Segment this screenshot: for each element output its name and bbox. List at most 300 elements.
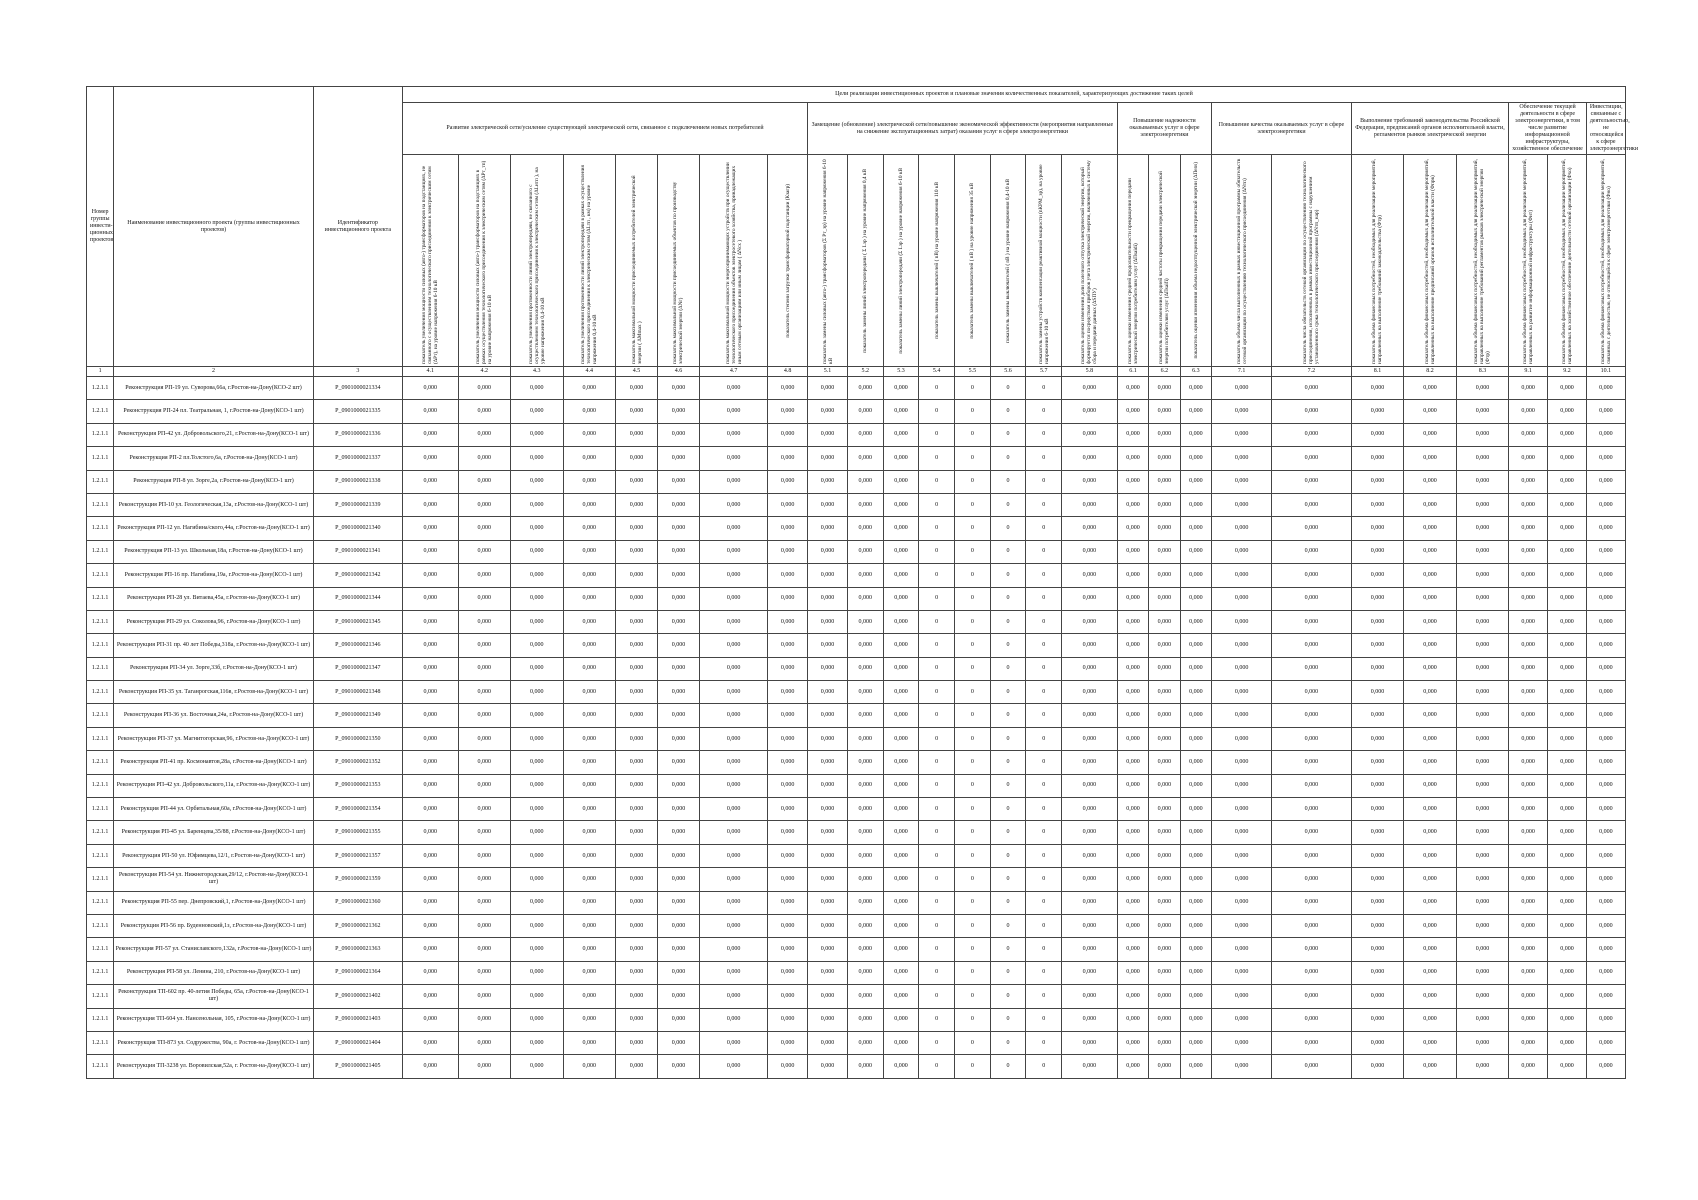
row-value: 0,000 <box>1351 423 1403 446</box>
row-value: 0,000 <box>768 751 808 774</box>
row-value: 0,000 <box>1548 891 1587 914</box>
row-value: 0,000 <box>1548 704 1587 727</box>
row-value: 0,000 <box>808 657 848 680</box>
row-value: 0,000 <box>1062 1055 1118 1078</box>
row-value: 0,000 <box>1404 774 1456 797</box>
row-value: 0,000 <box>1548 985 1587 1008</box>
row-value: 0,000 <box>1404 704 1456 727</box>
row-value: 0,000 <box>402 868 458 891</box>
row-value: 0,000 <box>563 821 615 844</box>
row-value: 0,000 <box>1404 1055 1456 1078</box>
row-value: 0,000 <box>1586 657 1625 680</box>
row-value: 0,000 <box>563 751 615 774</box>
column-header: показатель оценки изменения средней продолжительности прекращения передачи электрической энергии потребителям услуг (ΔПsaidi) <box>1117 155 1148 367</box>
row-value: 0,000 <box>699 727 767 750</box>
row-value: 0,000 <box>1180 540 1211 563</box>
row-value: 0,000 <box>563 727 615 750</box>
row-value: 0 <box>919 844 955 867</box>
row-value: 0,000 <box>1351 681 1403 704</box>
row-value: 0 <box>919 868 955 891</box>
row-value: 0,000 <box>458 774 510 797</box>
row-value: 0,000 <box>458 493 510 516</box>
row-value: 0 <box>955 985 991 1008</box>
row-value: 0,000 <box>511 681 563 704</box>
row-value: 0,000 <box>458 914 510 937</box>
row-value: 0,000 <box>1117 634 1148 657</box>
column-header: показатель оценки изменения объема недоотпущенной электрической энергии (ΔПens) <box>1180 155 1211 367</box>
row-value: 0,000 <box>458 540 510 563</box>
row-value: 0,000 <box>1180 751 1211 774</box>
row-value: 0,000 <box>563 564 615 587</box>
row-value: 0,000 <box>883 587 919 610</box>
row-value: 0,000 <box>1509 447 1548 470</box>
table-row <box>87 517 1626 540</box>
row-value: 0,000 <box>1149 821 1180 844</box>
row-value: 0,000 <box>458 447 510 470</box>
row-value: 0,000 <box>1404 540 1456 563</box>
row-value: 0 <box>1026 961 1062 984</box>
row-value: 0 <box>955 681 991 704</box>
row-group-no: 1.2.1.1 <box>87 610 114 633</box>
row-value: 0,000 <box>511 493 563 516</box>
row-value: 0,000 <box>563 540 615 563</box>
row-value: 0,000 <box>1456 681 1508 704</box>
table-row <box>87 564 1626 587</box>
row-value: 0 <box>1026 493 1062 516</box>
row-value: 0,000 <box>1351 844 1403 867</box>
row-value: 0 <box>1026 798 1062 821</box>
row-group-no: 1.2.1.1 <box>87 377 114 400</box>
table-row <box>87 681 1626 704</box>
row-value: 0,000 <box>563 938 615 961</box>
column-number: 5.1 <box>808 367 848 377</box>
row-value: 0,000 <box>1586 400 1625 423</box>
row-value: 0 <box>919 493 955 516</box>
row-value: 0,000 <box>1404 751 1456 774</box>
row-value: 0,000 <box>1062 423 1118 446</box>
row-project-id: P_0901000021338 <box>313 470 402 493</box>
table-row <box>87 844 1626 867</box>
row-value: 0 <box>990 400 1026 423</box>
row-value: 0,000 <box>1548 844 1587 867</box>
row-value: 0,000 <box>1117 868 1148 891</box>
row-value: 0,000 <box>699 447 767 470</box>
row-value: 0,000 <box>511 821 563 844</box>
row-project-name: Реконструкция РП-57 ул. Станиславского,132а, г.Ростов-на-Дону(КСО-1 шт) <box>114 938 313 961</box>
row-value: 0,000 <box>1586 447 1625 470</box>
row-value: 0 <box>919 400 955 423</box>
row-value: 0 <box>919 914 955 937</box>
row-value: 0,000 <box>563 423 615 446</box>
row-value: 0,000 <box>458 844 510 867</box>
row-value: 0,000 <box>1149 681 1180 704</box>
row-value: 0,000 <box>616 891 658 914</box>
column-header: показатель оценки изменения средней частоты прекращения передачи электрической энергии потребителям услуг (ΔПsaifi) <box>1149 155 1180 367</box>
row-value: 0,000 <box>1404 844 1456 867</box>
row-value: 0,000 <box>883 1055 919 1078</box>
row-value: 0,000 <box>1271 798 1351 821</box>
row-value: 0,000 <box>1117 681 1148 704</box>
row-project-name: Реконструкция РП-8 ул. Зорге,2а, г.Ростов-на-Дону(КСО-1 шт) <box>114 470 313 493</box>
row-value: 0,000 <box>1548 377 1587 400</box>
row-value: 0,000 <box>847 868 883 891</box>
row-value: 0,000 <box>1351 985 1403 1008</box>
row-value: 0,000 <box>616 517 658 540</box>
row-group-no: 1.2.1.1 <box>87 868 114 891</box>
row-value: 0,000 <box>458 587 510 610</box>
column-number: 4.7 <box>699 367 767 377</box>
row-value: 0,000 <box>1180 1055 1211 1078</box>
row-value: 0,000 <box>1062 914 1118 937</box>
row-value: 0,000 <box>1062 985 1118 1008</box>
row-project-id: P_0901000021363 <box>313 938 402 961</box>
column-number: 7.2 <box>1271 367 1351 377</box>
row-value: 0,000 <box>699 704 767 727</box>
row-value: 0 <box>990 423 1026 446</box>
row-value: 0,000 <box>658 377 700 400</box>
row-group-no: 1.2.1.1 <box>87 540 114 563</box>
row-value: 0,000 <box>402 447 458 470</box>
row-value: 0,000 <box>1149 400 1180 423</box>
row-project-id: P_0901000021341 <box>313 540 402 563</box>
column-number: 4.1 <box>402 367 458 377</box>
row-value: 0,000 <box>1456 798 1508 821</box>
row-value: 0,000 <box>511 657 563 680</box>
row-value: 0,000 <box>458 400 510 423</box>
row-value: 0,000 <box>511 704 563 727</box>
row-project-id: P_0901000021352 <box>313 751 402 774</box>
row-value: 0,000 <box>616 470 658 493</box>
row-value: 0 <box>955 400 991 423</box>
row-value: 0,000 <box>1117 704 1148 727</box>
row-value: 0,000 <box>1062 798 1118 821</box>
row-value: 0,000 <box>1404 657 1456 680</box>
row-group-no: 1.2.1.1 <box>87 938 114 961</box>
row-value: 0 <box>990 493 1026 516</box>
row-project-name: Реконструкция РП-24 пл. Театральная, 1, г.Ростов-на-Дону(КСО-1 шт) <box>114 400 313 423</box>
row-value: 0,000 <box>1180 377 1211 400</box>
row-project-id: P_0901000021348 <box>313 681 402 704</box>
row-value: 0,000 <box>699 493 767 516</box>
row-value: 0,000 <box>1404 985 1456 1008</box>
row-value: 0,000 <box>1404 821 1456 844</box>
row-value: 0,000 <box>1271 657 1351 680</box>
row-value: 0 <box>955 493 991 516</box>
row-value: 0 <box>955 470 991 493</box>
row-value: 0,000 <box>1548 1055 1587 1078</box>
row-group-no: 1.2.1.1 <box>87 821 114 844</box>
row-value: 0,000 <box>808 868 848 891</box>
row-value: 0,000 <box>1456 914 1508 937</box>
row-value: 0,000 <box>1509 985 1548 1008</box>
row-group-no: 1.2.1.1 <box>87 400 114 423</box>
row-value: 0,000 <box>1509 400 1548 423</box>
row-value: 0 <box>990 985 1026 1008</box>
row-value: 0,000 <box>616 774 658 797</box>
row-value: 0,000 <box>808 704 848 727</box>
row-value: 0,000 <box>1212 681 1272 704</box>
row-value: 0,000 <box>1212 704 1272 727</box>
row-value: 0,000 <box>1149 564 1180 587</box>
row-value: 0,000 <box>1117 821 1148 844</box>
row-value: 0,000 <box>768 634 808 657</box>
table-row <box>87 400 1626 423</box>
row-value: 0,000 <box>511 727 563 750</box>
column-header: показатель замены линий электропередачи (Σ Lзр ) на уровне напряжения 6-10 кВ <box>883 155 919 367</box>
row-value: 0,000 <box>511 1008 563 1031</box>
row-value: 0,000 <box>1212 985 1272 1008</box>
column-number: 6.3 <box>1180 367 1211 377</box>
row-value: 0,000 <box>1149 610 1180 633</box>
row-value: 0,000 <box>768 470 808 493</box>
row-value: 0,000 <box>458 938 510 961</box>
row-value: 0,000 <box>1149 985 1180 1008</box>
row-value: 0,000 <box>1548 751 1587 774</box>
row-value: 0,000 <box>1117 1055 1148 1078</box>
row-value: 0,000 <box>808 727 848 750</box>
row-value: 0,000 <box>402 727 458 750</box>
row-value: 0,000 <box>1180 774 1211 797</box>
row-project-name: Реконструкция РП-16 пр. Нагибина,19а, г.Ростов-на-Дону(КСО-1 шт) <box>114 564 313 587</box>
row-value: 0 <box>919 564 955 587</box>
row-value: 0,000 <box>847 704 883 727</box>
row-value: 0,000 <box>1149 587 1180 610</box>
row-project-name: Реконструкция РП-10 ул. Геологическая,13а, г.Ростов-на-Дону(КСО-1 шт) <box>114 493 313 516</box>
row-value: 0,000 <box>1062 774 1118 797</box>
row-value: 0,000 <box>1062 938 1118 961</box>
row-value: 0,000 <box>768 938 808 961</box>
row-value: 0,000 <box>1456 868 1508 891</box>
row-value: 0,000 <box>1117 610 1148 633</box>
row-value: 0,000 <box>1351 914 1403 937</box>
row-value: 0,000 <box>847 657 883 680</box>
row-value: 0,000 <box>1548 517 1587 540</box>
row-project-id: P_0901000021353 <box>313 774 402 797</box>
row-value: 0,000 <box>563 517 615 540</box>
row-value: 0 <box>955 1031 991 1054</box>
row-value: 0,000 <box>1404 447 1456 470</box>
row-project-name: Реконструкция РП-34 ул. Зорге,33б, г.Ростов-на-Дону(КСО-1 шт) <box>114 657 313 680</box>
row-value: 0,000 <box>616 704 658 727</box>
row-value: 0,000 <box>1117 938 1148 961</box>
row-value: 0,000 <box>458 821 510 844</box>
row-value: 0,000 <box>1117 798 1148 821</box>
row-project-name: Реконструкция РП-42 ул. Добровольского,21, г.Ростов-на-Дону(КСО-1 шт) <box>114 423 313 446</box>
column-header: показатель объема финансовых потребностей, необходимых для реализации мероприятий, направленных на выполнение требований законодательства (Фтр) <box>1351 155 1403 367</box>
row-value: 0,000 <box>1586 610 1625 633</box>
row-value: 0,000 <box>616 798 658 821</box>
row-value: 0,000 <box>1117 470 1148 493</box>
row-value: 0,000 <box>458 1031 510 1054</box>
row-value: 0,000 <box>1062 564 1118 587</box>
row-value: 0,000 <box>563 985 615 1008</box>
row-value: 0,000 <box>1062 961 1118 984</box>
row-value: 0,000 <box>883 704 919 727</box>
row-value: 0 <box>919 751 955 774</box>
column-number: 8.2 <box>1404 367 1456 377</box>
row-value: 0,000 <box>658 1055 700 1078</box>
row-value: 0 <box>919 681 955 704</box>
row-value: 0,000 <box>847 447 883 470</box>
row-value: 0,000 <box>1586 798 1625 821</box>
row-value: 0,000 <box>883 985 919 1008</box>
table-row <box>87 657 1626 680</box>
row-value: 0,000 <box>883 961 919 984</box>
column-header: показатель объема финансовых потребностей, необходимых для реализации мероприятий, направленных на хозяйственное обеспечение деятельности сетевой организации (Фхо) <box>1548 155 1587 367</box>
row-value: 0,000 <box>563 493 615 516</box>
row-value: 0,000 <box>1062 681 1118 704</box>
row-value: 0 <box>919 821 955 844</box>
row-project-name: Реконструкция РП-31 пр. 40 лет Победы,318а, г.Ростов-на-Дону(КСО-1 шт) <box>114 634 313 657</box>
row-value: 0,000 <box>1180 704 1211 727</box>
row-value: 0,000 <box>1117 985 1148 1008</box>
row-value: 0,000 <box>1271 1055 1351 1078</box>
row-value: 0,000 <box>563 447 615 470</box>
row-value: 0,000 <box>1271 447 1351 470</box>
row-value: 0 <box>990 470 1026 493</box>
row-value: 0,000 <box>1271 400 1351 423</box>
row-value: 0,000 <box>563 587 615 610</box>
row-value: 0 <box>1026 377 1062 400</box>
row-value: 0 <box>919 985 955 1008</box>
row-value: 0,000 <box>1149 961 1180 984</box>
table-row <box>87 423 1626 446</box>
row-project-name: Реконструкция РП-12 ул. Нагибина/ского,44а, г.Ростов-на-Дону(КСО-1 шт) <box>114 517 313 540</box>
row-value: 0,000 <box>1586 727 1625 750</box>
row-value: 0,000 <box>808 470 848 493</box>
row-value: 0,000 <box>402 914 458 937</box>
row-value: 0,000 <box>1456 423 1508 446</box>
row-value: 0,000 <box>1180 844 1211 867</box>
row-value: 0 <box>1026 727 1062 750</box>
row-value: 0,000 <box>1404 564 1456 587</box>
row-value: 0,000 <box>402 774 458 797</box>
row-value: 0,000 <box>699 1031 767 1054</box>
row-value: 0 <box>955 798 991 821</box>
row-value: 0,000 <box>563 868 615 891</box>
row-value: 0,000 <box>511 868 563 891</box>
row-value: 0,000 <box>402 1055 458 1078</box>
row-value: 0,000 <box>1509 610 1548 633</box>
row-value: 0,000 <box>458 681 510 704</box>
row-value: 0,000 <box>1117 657 1148 680</box>
row-value: 0,000 <box>616 493 658 516</box>
row-value: 0,000 <box>768 447 808 470</box>
row-value: 0,000 <box>1456 470 1508 493</box>
row-group-no: 1.2.1.1 <box>87 1008 114 1031</box>
row-value: 0,000 <box>563 377 615 400</box>
row-value: 0,000 <box>1212 798 1272 821</box>
row-value: 0,000 <box>1212 868 1272 891</box>
table-row <box>87 727 1626 750</box>
row-value: 0,000 <box>1271 470 1351 493</box>
row-value: 0,000 <box>1404 517 1456 540</box>
row-value: 0,000 <box>808 517 848 540</box>
row-value: 0,000 <box>1117 727 1148 750</box>
row-group-no: 1.2.1.1 <box>87 704 114 727</box>
column-number: 4.4 <box>563 367 615 377</box>
row-value: 0 <box>955 540 991 563</box>
row-value: 0,000 <box>768 657 808 680</box>
row-value: 0,000 <box>883 868 919 891</box>
column-header: показатель объема финансовых потребностей, необходимых для реализации мероприятий, направленных на выполнение требований регламентов рынков электрической энергии (Фтр) <box>1456 155 1508 367</box>
row-value: 0,000 <box>1586 377 1625 400</box>
row-value: 0,000 <box>847 774 883 797</box>
row-value: 0,000 <box>768 423 808 446</box>
row-value: 0,000 <box>1149 774 1180 797</box>
table-row <box>87 540 1626 563</box>
row-value: 0,000 <box>658 821 700 844</box>
row-value: 0,000 <box>1509 751 1548 774</box>
row-value: 0,000 <box>1548 657 1587 680</box>
row-value: 0,000 <box>658 400 700 423</box>
row-value: 0,000 <box>458 657 510 680</box>
row-value: 0,000 <box>1149 657 1180 680</box>
column-header: показатель замены выключателей ( nВ) на уровне напряжения 110 кВ <box>919 155 955 367</box>
table-row <box>87 821 1626 844</box>
row-value: 0,000 <box>1117 423 1148 446</box>
row-value: 0,000 <box>1212 377 1272 400</box>
row-value: 0,000 <box>1271 1008 1351 1031</box>
row-value: 0,000 <box>658 985 700 1008</box>
row-project-name: Реконструкция РП-42 ул. Добровольского,11а, г.Ростов-на-Дону(КСО-1 шт) <box>114 774 313 797</box>
row-value: 0,000 <box>658 1008 700 1031</box>
row-value: 0,000 <box>1149 517 1180 540</box>
row-value: 0,000 <box>847 798 883 821</box>
row-value: 0,000 <box>847 493 883 516</box>
row-value: 0,000 <box>808 914 848 937</box>
row-value: 0,000 <box>1271 704 1351 727</box>
row-project-name: Реконструкция РП-45 ул. Баренцева,35/88, г.Ростов-на-Дону(КСО-1 шт) <box>114 821 313 844</box>
row-value: 0,000 <box>1212 844 1272 867</box>
row-value: 0,000 <box>768 587 808 610</box>
row-value: 0 <box>919 938 955 961</box>
row-value: 0,000 <box>563 774 615 797</box>
row-value: 0,000 <box>883 470 919 493</box>
row-value: 0,000 <box>808 821 848 844</box>
row-value: 0,000 <box>1509 821 1548 844</box>
row-value: 0,000 <box>1212 517 1272 540</box>
row-value: 0,000 <box>847 423 883 446</box>
row-value: 0,000 <box>1456 564 1508 587</box>
table-row <box>87 704 1626 727</box>
row-value: 0,000 <box>658 868 700 891</box>
row-value: 0,000 <box>458 868 510 891</box>
row-value: 0,000 <box>768 774 808 797</box>
column-header: показатель замены устройств компенсации реактивной мощности (nКРМ_зр), на уровне напряжения 6-10 кВ <box>1026 155 1062 367</box>
row-value: 0 <box>1026 681 1062 704</box>
row-value: 0,000 <box>658 798 700 821</box>
table-row <box>87 868 1626 891</box>
row-value: 0,000 <box>1062 657 1118 680</box>
row-value: 0,000 <box>883 891 919 914</box>
table-row <box>87 610 1626 633</box>
column-number: 6.1 <box>1117 367 1148 377</box>
row-value: 0,000 <box>616 985 658 1008</box>
row-value: 0,000 <box>1456 891 1508 914</box>
row-value: 0,000 <box>1548 423 1587 446</box>
row-value: 0,000 <box>616 587 658 610</box>
row-value: 0,000 <box>883 634 919 657</box>
column-number: 4.8 <box>768 367 808 377</box>
row-value: 0,000 <box>1548 447 1587 470</box>
row-value: 0,000 <box>616 751 658 774</box>
row-value: 0,000 <box>402 821 458 844</box>
row-value: 0,000 <box>1062 540 1118 563</box>
row-value: 0,000 <box>616 423 658 446</box>
row-value: 0,000 <box>511 774 563 797</box>
row-value: 0,000 <box>1548 868 1587 891</box>
